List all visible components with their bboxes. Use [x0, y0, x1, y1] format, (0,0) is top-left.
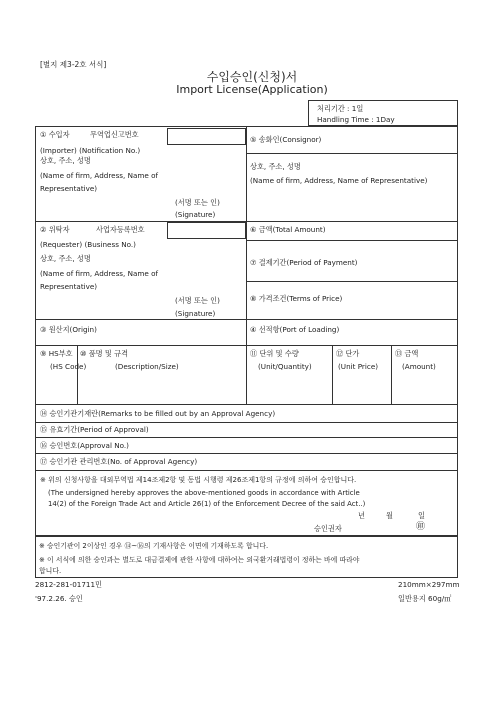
importer-name-en-1: (Name of firm, Address, Name of — [40, 171, 159, 180]
handling-time-ko: 처리기간 : 1일 — [317, 104, 364, 113]
col-unit-price-en: (Unit Price) — [338, 362, 379, 371]
approval-remarks-label: ⑭ 승인기관기재란(Remarks to be filled out by an Approval Agency) — [40, 409, 276, 418]
form-reference: [별지 제3-2호 서식] — [40, 60, 107, 69]
col-description-en: (Description/Size) — [115, 362, 179, 371]
handling-time-box — [308, 100, 458, 126]
requester-name-en-1: (Name of firm, Address, Name of — [40, 269, 159, 278]
note-1: ※ 승인기관이 2이상인 경우 ⑭~⑯의 기재사항은 이면에 기재하도록 합니다. — [39, 542, 269, 550]
col-description: ⑩ 품명 및 규격 — [80, 349, 129, 358]
col-unit-quantity: ⑪ 단위 및 수량 — [250, 349, 299, 358]
importer-en: (Importer) (Notification No.) — [40, 146, 141, 155]
approval-period-label: ⑮ 유효기간(Period of Approval) — [40, 425, 149, 434]
col-hs-code-en: (HS Code) — [50, 362, 87, 371]
approver-label: 승인권자 — [314, 524, 342, 533]
consignor-label: ⑤ 송화인(Consignor) — [250, 135, 322, 144]
col-hs-code: ⑨ HS부호 — [40, 349, 73, 358]
date-day: 일 — [418, 511, 425, 520]
importer-label: ① 수입자 — [40, 130, 70, 139]
consignor-name-ko: 상호, 주소, 성명 — [250, 162, 301, 171]
requester-label: ② 위탁자 — [40, 225, 70, 234]
payment-period-label: ⑦ 결제기간(Period of Payment) — [250, 258, 358, 267]
requester-sign-en: (Signature) — [175, 309, 216, 318]
footer-paper: 일반용지 60g/㎡ — [398, 594, 452, 603]
seal-mark: ㊞ — [416, 522, 426, 532]
page-title: 수입승인(신청)서 — [206, 70, 298, 84]
requester-reg-input[interactable] — [167, 222, 246, 239]
agency-no-label: ⑰ 승인기관 관리번호(No. of Approval Agency) — [40, 457, 198, 466]
declaration-en-2: 14(2) of the Foreign Trade Act and Article 26(1) of the Enforcement Decree of the said Act..) — [48, 500, 366, 508]
handling-time-en: Handling Time : 1Day — [317, 115, 395, 124]
footer-code: 2812-281-01711민 — [35, 580, 103, 589]
notes-box — [35, 536, 458, 578]
note-3: 합니다. — [39, 567, 62, 575]
terms-of-price-label: ⑧ 가격조건(Terms of Price) — [250, 294, 343, 303]
declaration-en-1: (The undersigned hereby approves the above-mentioned goods in accordance with Article — [48, 489, 360, 497]
importer-reg-input[interactable] — [167, 128, 246, 145]
col-unit-price: ⑫ 단가 — [336, 349, 360, 358]
date-month: 월 — [386, 511, 393, 520]
importer-name-ko: 상호, 주소, 성명 — [40, 156, 91, 165]
importer-reg-label: 무역업신고번호 — [90, 130, 139, 139]
importer-sign-en: (Signature) — [175, 210, 216, 219]
col-amount-en: (Amount) — [402, 362, 436, 371]
importer-sign-ko: (서명 또는 인) — [175, 198, 220, 207]
approval-no-label: ⑯ 승인번호(Approval No.) — [40, 441, 129, 450]
footer-size: 210mm×297mm — [398, 580, 460, 589]
requester-sign-ko: (서명 또는 인) — [175, 296, 220, 305]
note-2: ※ 이 서식에 의한 승인과는 별도로 대금결제에 관한 사항에 대하여는 외국환거래법령이 정하는 바에 따라야 — [39, 556, 360, 564]
total-amount-label: ⑥ 금액(Total Amount) — [250, 225, 326, 234]
col-unit-quantity-en: (Unit/Quantity) — [258, 362, 312, 371]
requester-reg-label: 사업자등록번호 — [96, 225, 145, 234]
importer-name-en-2: Representative) — [40, 184, 98, 193]
footer-date: '97.2.26. 승인 — [35, 594, 83, 603]
origin-label: ③ 원산지(Origin) — [40, 325, 97, 334]
port-of-loading-label: ④ 선적항(Port of Loading) — [250, 325, 340, 334]
requester-name-ko: 상호, 주소, 성명 — [40, 254, 91, 263]
col-amount: ⑬ 금액 — [395, 349, 419, 358]
page-title-english: Import License(Application) — [176, 83, 328, 96]
consignor-name-en: (Name of firm, Address, Name of Representative) — [250, 176, 428, 185]
declaration-ko: ※ 위의 신청사항을 대외무역법 제14조제2항 및 동법 시행령 제26조제1항의 규정에 의하여 승인합니다. — [40, 476, 357, 484]
requester-en: (Requester) (Business No.) — [40, 240, 136, 249]
requester-name-en-2: Representative) — [40, 282, 98, 291]
date-year: 년 — [358, 511, 365, 520]
